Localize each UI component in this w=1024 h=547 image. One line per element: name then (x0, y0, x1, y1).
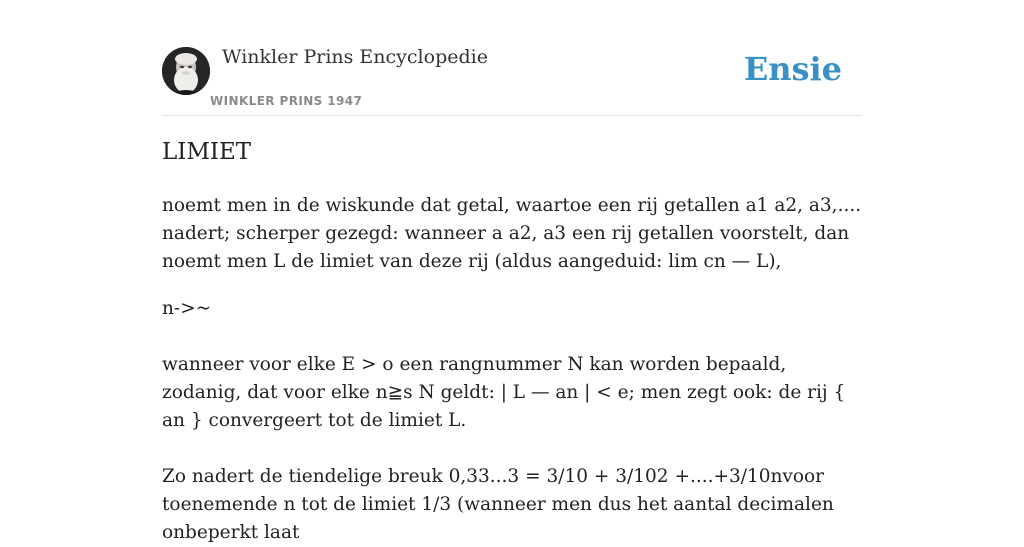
page (162, 0, 862, 543)
source-subtitle: WINKLER PRINS 1947 (210, 94, 363, 108)
portrait-icon (162, 47, 210, 95)
entry-paragraph: wanneer voor elke E > o een rangnummer N kan worden bepaald, zodanig, dat voor elke n≧s N geldt: | L — an | < e; men zegt ook: de rij { an } convergeert tot de limiet L. (162, 354, 846, 431)
source-title-link[interactable]: Winkler Prins Encyclopedie (222, 46, 488, 68)
entry-paragraph: noemt men in de wiskunde dat getal, waartoe een rij getallen a1 a2, a3,.... nadert; scherper gezegd: wanneer a a2, a3 een rij getallen voorstelt, dan noemt men L de limiet van deze rij (aldus aangeduid: lim cn — L), (162, 195, 862, 272)
brand-logo-link[interactable]: Ensie (743, 50, 842, 88)
entry-body (162, 192, 862, 547)
source-avatar[interactable] (162, 47, 210, 95)
entry-title: LIMIET (162, 139, 252, 165)
entry-paragraph: Zo nadert de tiendelige breuk 0,33...3 = 3/10 + 3/102 +....+3/10nvoor toenemende n tot de limiet 1/3 (wanneer men dus het aantal decimalen onbeperkt laat (162, 466, 834, 543)
source-header (162, 0, 862, 116)
entry-paragraph: n->~ (162, 298, 212, 319)
